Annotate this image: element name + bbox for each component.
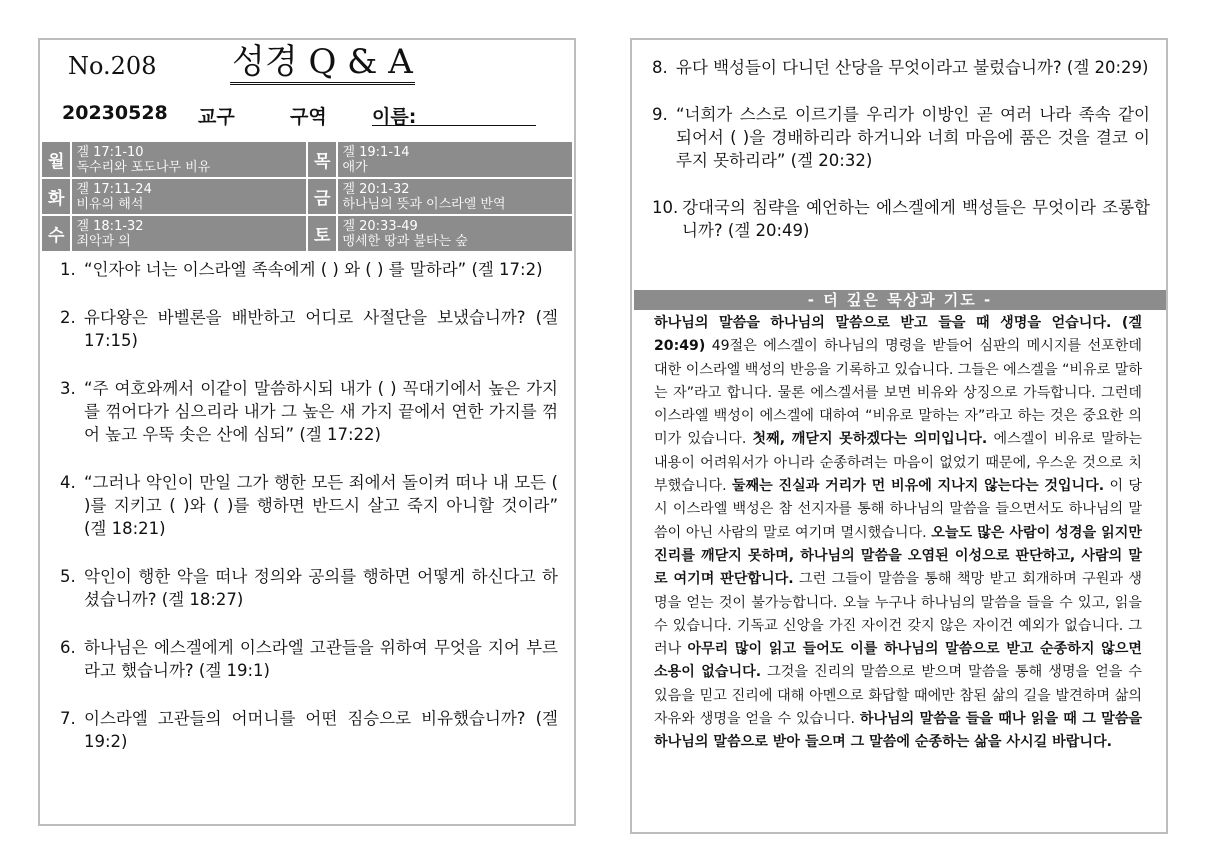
question-text: 이스라엘 고관들의 어머니를 어떤 짐승으로 비유했습니까? (겔 19:2)	[84, 709, 558, 751]
schedule-topic: 죄악과 의	[76, 233, 131, 249]
schedule-topic: 맹세한 땅과 불타는 숲	[342, 233, 468, 249]
left-page	[38, 38, 576, 826]
meditation-emphasis: 첫째, 깨닫지 못하겠다는 의미입니다.	[752, 431, 988, 448]
name-label: 이름:	[372, 106, 417, 128]
question-item	[60, 377, 558, 446]
schedule-cell	[337, 141, 573, 178]
schedule-topic: 비유의 해석	[76, 196, 144, 212]
question-item	[60, 565, 558, 611]
question-item	[60, 471, 558, 540]
day-label: 토	[307, 215, 337, 252]
day-label: 화	[41, 178, 71, 215]
question-text: “주 여호와께서 이같이 말씀하시되 내가 ( ) 꼭대기에서 높은 가지를 꺾어다가 심으리라 내가 그 높은 새 가지 끝에서 연한 가지를 꺾어 높고 우뚝 솟은 산에 심되” (겔 17:22)	[84, 379, 558, 444]
schedule-cell	[71, 215, 307, 252]
schedule-cell	[337, 178, 573, 215]
schedule-topic: 하나님의 뜻과 이스라엘 반역	[342, 196, 506, 212]
question-number: 8.	[652, 58, 668, 77]
meditation-title-bar: - 더 깊은 묵상과 기도 -	[634, 290, 1166, 310]
question-item	[652, 103, 1150, 172]
meditation-emphasis: 하나님의 말씀을 들을 때나 읽을 때 그 말씀을 하나님의 말씀으로 받아 들으며 그 말씀에 순종하는 삶을 사시길 바랍니다.	[654, 711, 1142, 751]
meditation-text: 에스겔이 비유로 말하는 내용이 어려워서가 아니라 순종하려는 마음이 없었기 때문에, 우스운 것으로 치부했습니다.	[654, 431, 1142, 495]
day-label: 월	[41, 141, 71, 178]
schedule-cell	[337, 215, 573, 252]
question-number: 3.	[60, 379, 76, 398]
question-text: 악인이 행한 악을 떠나 정의와 공의를 행하면 어떻게 하신다고 하셨습니까? (겔 18:27)	[84, 567, 558, 609]
right-page	[630, 38, 1168, 834]
question-number: 1.	[60, 260, 76, 279]
question-number: 2.	[60, 308, 76, 327]
day-label: 목	[307, 141, 337, 178]
name-underline	[372, 125, 536, 126]
question-text: 하나님은 에스겔에게 이스라엘 고관들을 위하여 무엇을 지어 부르라고 했습니까? (겔 19:1)	[84, 638, 558, 680]
question-text: “그러나 악인이 만일 그가 행한 모든 죄에서 돌이켜 떠나 내 모든 ( )를 지키고 ( )와 ( )를 행하면 반드시 살고 죽지 아니할 것이라” (겔 18:21)	[84, 473, 558, 538]
meditation-emphasis: 오늘도 많은 사람이 성경을 읽지만 진리를 깨닫지 못하며, 하나님의 말씀을 오염된 이성으로 판단하고, 사람의 말로 여기며 판단합니다.	[654, 524, 1143, 588]
day-label: 수	[41, 215, 71, 252]
question-text: 강대국의 침략을 예언하는 에스겔에게 백성들은 무엇이라 조롱합니까? (겔 20:49)	[682, 198, 1150, 240]
question-number: 4.	[60, 473, 76, 492]
question-item	[60, 306, 558, 352]
question-text: “인자야 너는 이스라엘 족속에게 ( ) 와 ( ) 를 말하라” (겔 17:2)	[84, 260, 543, 279]
meditation-text: 그런 그들이 말씀을 통해 책망 받고 회개하며 구원과 생명을 얻는 것이 불가능합니다. 오늘 누구나 하나님의 말씀을 들을 수 있고, 읽을 수 있습니다. 기독교 신앙을 가진 자이건 갖지 않은 자이건 예외가 없습니다. 그러나	[654, 571, 1142, 658]
question-text: 유다왕은 바벨론을 배반하고 어디로 사절단을 보냈습니까? (겔 17:15)	[84, 308, 558, 350]
page-title: 성경 Q & A	[230, 42, 415, 85]
question-text: “너희가 스스로 이르기를 우리가 이방인 곧 여러 나라 족속 같이 되어서 ( )을 경배하리라 하거니와 너희 마음에 품은 것을 결코 이루지 못하리라” (겔 20:32)	[676, 105, 1150, 170]
question-item	[60, 258, 558, 281]
schedule-ref: 겔 19:1-14	[342, 144, 410, 160]
meditation-emphasis: 하나님의 말씀을 하나님의 말씀으로 받고 들을 때 생명을 얻습니다. (겔 20:49)	[654, 315, 1142, 355]
schedule-ref: 겔 20:1-32	[342, 181, 410, 197]
question-number: 7.	[60, 709, 76, 728]
meditation-text: 그것을 진리의 말씀으로 받으며 말씀을 통해 생명을 얻을 수 있음을 믿고 진리에 대해 아멘으로 화답할 때에만 참된 삶의 길을 발견하며 삶의 자유와 생명을 얻을 수 있습니다.	[654, 664, 1142, 728]
question-item	[652, 56, 1150, 79]
question-number: 6.	[60, 638, 76, 657]
question-text: 유다 백성들이 다니던 산당을 무엇이라고 불렀습니까? (겔 20:29)	[676, 58, 1149, 77]
meditation-emphasis: 둘째는 진실과 거리가 먼 비유에 지나지 않는다는 것입니다.	[731, 478, 1105, 495]
schedule-cell	[71, 141, 307, 178]
issue-number: No.208	[68, 52, 157, 80]
district-label: 교구	[198, 106, 235, 128]
question-item	[652, 196, 1150, 242]
schedule-topic: 독수리와 포도나무 비유	[76, 159, 211, 175]
question-list-continued	[652, 56, 1150, 242]
meditation-emphasis: 아무리 많이 읽고 들어도 이를 하나님의 말씀으로 받고 순종하지 않으면 소용이 없습니다.	[654, 641, 1142, 681]
question-number: 10.	[652, 198, 679, 217]
day-label: 금	[307, 178, 337, 215]
schedule-ref: 겔 17:1-10	[76, 144, 144, 160]
question-list	[60, 258, 558, 753]
meditation-text: 49절은 에스겔이 하나님의 명령을 받들어 심판의 메시지를 선포한데 대한 이스라엘 백성의 반응을 기록하고 있습니다. 그들은 에스겔을 “비유로 말하는 자”라고 합니다. 물론 에스겔서를 보면 비유와 상징으로 가득합니다. 그런데 이스라엘 백성이 에스겔에 대하여 “비유로 말하는 자”라고 하는 것은 중요한 의미가 있습니다.	[654, 338, 1142, 448]
question-number: 9.	[652, 105, 668, 124]
reading-schedule	[40, 140, 574, 253]
schedule-topic: 애가	[342, 159, 368, 175]
meditation-text: 이 당시 이스라엘 백성은 참 선지자를 통해 하나님의 말씀을 들으면서도 하나님의 말씀이 아닌 사람의 말로 여기며 멸시했습니다.	[654, 478, 1142, 541]
question-number: 5.	[60, 567, 76, 586]
question-item	[60, 707, 558, 753]
schedule-cell	[71, 178, 307, 215]
schedule-ref: 겔 17:11-24	[76, 181, 152, 197]
schedule-ref: 겔 18:1-32	[76, 218, 144, 234]
question-item	[60, 636, 558, 682]
meditation-body	[654, 312, 1142, 755]
area-label: 구역	[290, 106, 327, 128]
schedule-ref: 겔 20:33-49	[342, 218, 418, 234]
date: 20230528	[62, 102, 168, 124]
